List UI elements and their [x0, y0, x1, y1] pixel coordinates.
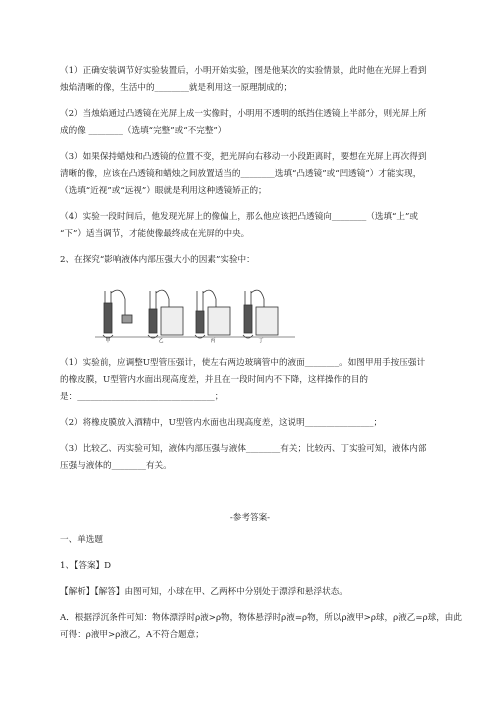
q1-line-7: （选填“近视”或“远视”）眼就是利用这种透镜矫正的； [60, 186, 267, 196]
q2-title: 2、在探究“影响液体内部压强大小的因素”实验中： [60, 255, 255, 265]
q1-line-5: （3）如果保持蜡烛和凸透镜的位置不变，把光屏向右移动一小段距离时，要想在光屏上再次得到 [60, 152, 427, 162]
answer-option-a: A．根据浮沉条件可知：物体漂浮时ρ液>ρ物，物体悬浮时ρ液=ρ物，所以ρ液甲>ρ球，ρ液乙=ρ球，由此 [60, 613, 462, 623]
q1-line-6: 清晰的像，应该在凸透镜和蜡烛之间放置适当的________选填“凸透镜”或“凹透镜”）才能实现， [60, 169, 422, 179]
answers-section: 一、单选题 [60, 535, 103, 545]
answer-analysis: 【解析】【解答】由图可知，小球在甲、乙两杯中分别处于漂浮和悬浮状态。 [60, 587, 348, 597]
q1-line-3: （2）当烛焰通过凸透镜在光屏上成一实像时，小明用不透明的纸挡住透镜上半部分，则光屏上所 [60, 109, 427, 119]
answer-1: 1、【答案】D [60, 561, 112, 571]
q2-line-4: （2）将橡皮膜放入酒精中，U型管内水面也出现高度差，这说明________________； [60, 418, 383, 428]
q1-line-1: （1）正确安装调节好实验装置后，小明开始实验，图是他某次的实验情景，此时他在光屏上看到 [60, 66, 427, 76]
q2-line-6: 压强与液体的________有关。 [60, 461, 172, 471]
fig-label-bing: 丙 [210, 338, 216, 343]
q2-line-2: 的橡皮膜，U型管内水面出现高度差，并且在一段时间内不下降，这样操作的目的 [60, 375, 369, 385]
fig-label-jia: 甲 [105, 338, 111, 343]
q1-line-4: 成的像 ________（选填“完整”或“不完整”） [60, 126, 227, 136]
q2-line-1: （1）实验前，应调整U型管压强计，使左右两边玻璃管中的液面________。如图甲用手按压强计 [60, 358, 426, 368]
answer-option-a-cont: 可得：ρ液甲>ρ液乙，A不符合题意； [60, 630, 204, 640]
fig-label-yi: 乙 [158, 338, 164, 343]
q1-line-8: （4）实验一段时间后，他发现光屏上的像偏上，那么他应该把凸透镜向________（选填“上”或 [60, 212, 419, 222]
fig-label-ding: 丁 [258, 338, 264, 343]
q1-line-9: “下”）适当调节，才能使像最终成在光屏的中央。 [60, 229, 250, 239]
manometer-figure [95, 283, 295, 343]
q2-line-3: 是：________________________________； [60, 392, 224, 402]
q2-line-5: （3）比较乙、丙实验可知，液体内部压强与液体________有关；比较丙、丁实验可知，液体内部 [60, 444, 427, 454]
q1-line-2: 烛焰清晰的像，生活中的________就是利用这一原理制成的； [60, 83, 293, 93]
answers-heading: -参考答案- [229, 513, 271, 523]
